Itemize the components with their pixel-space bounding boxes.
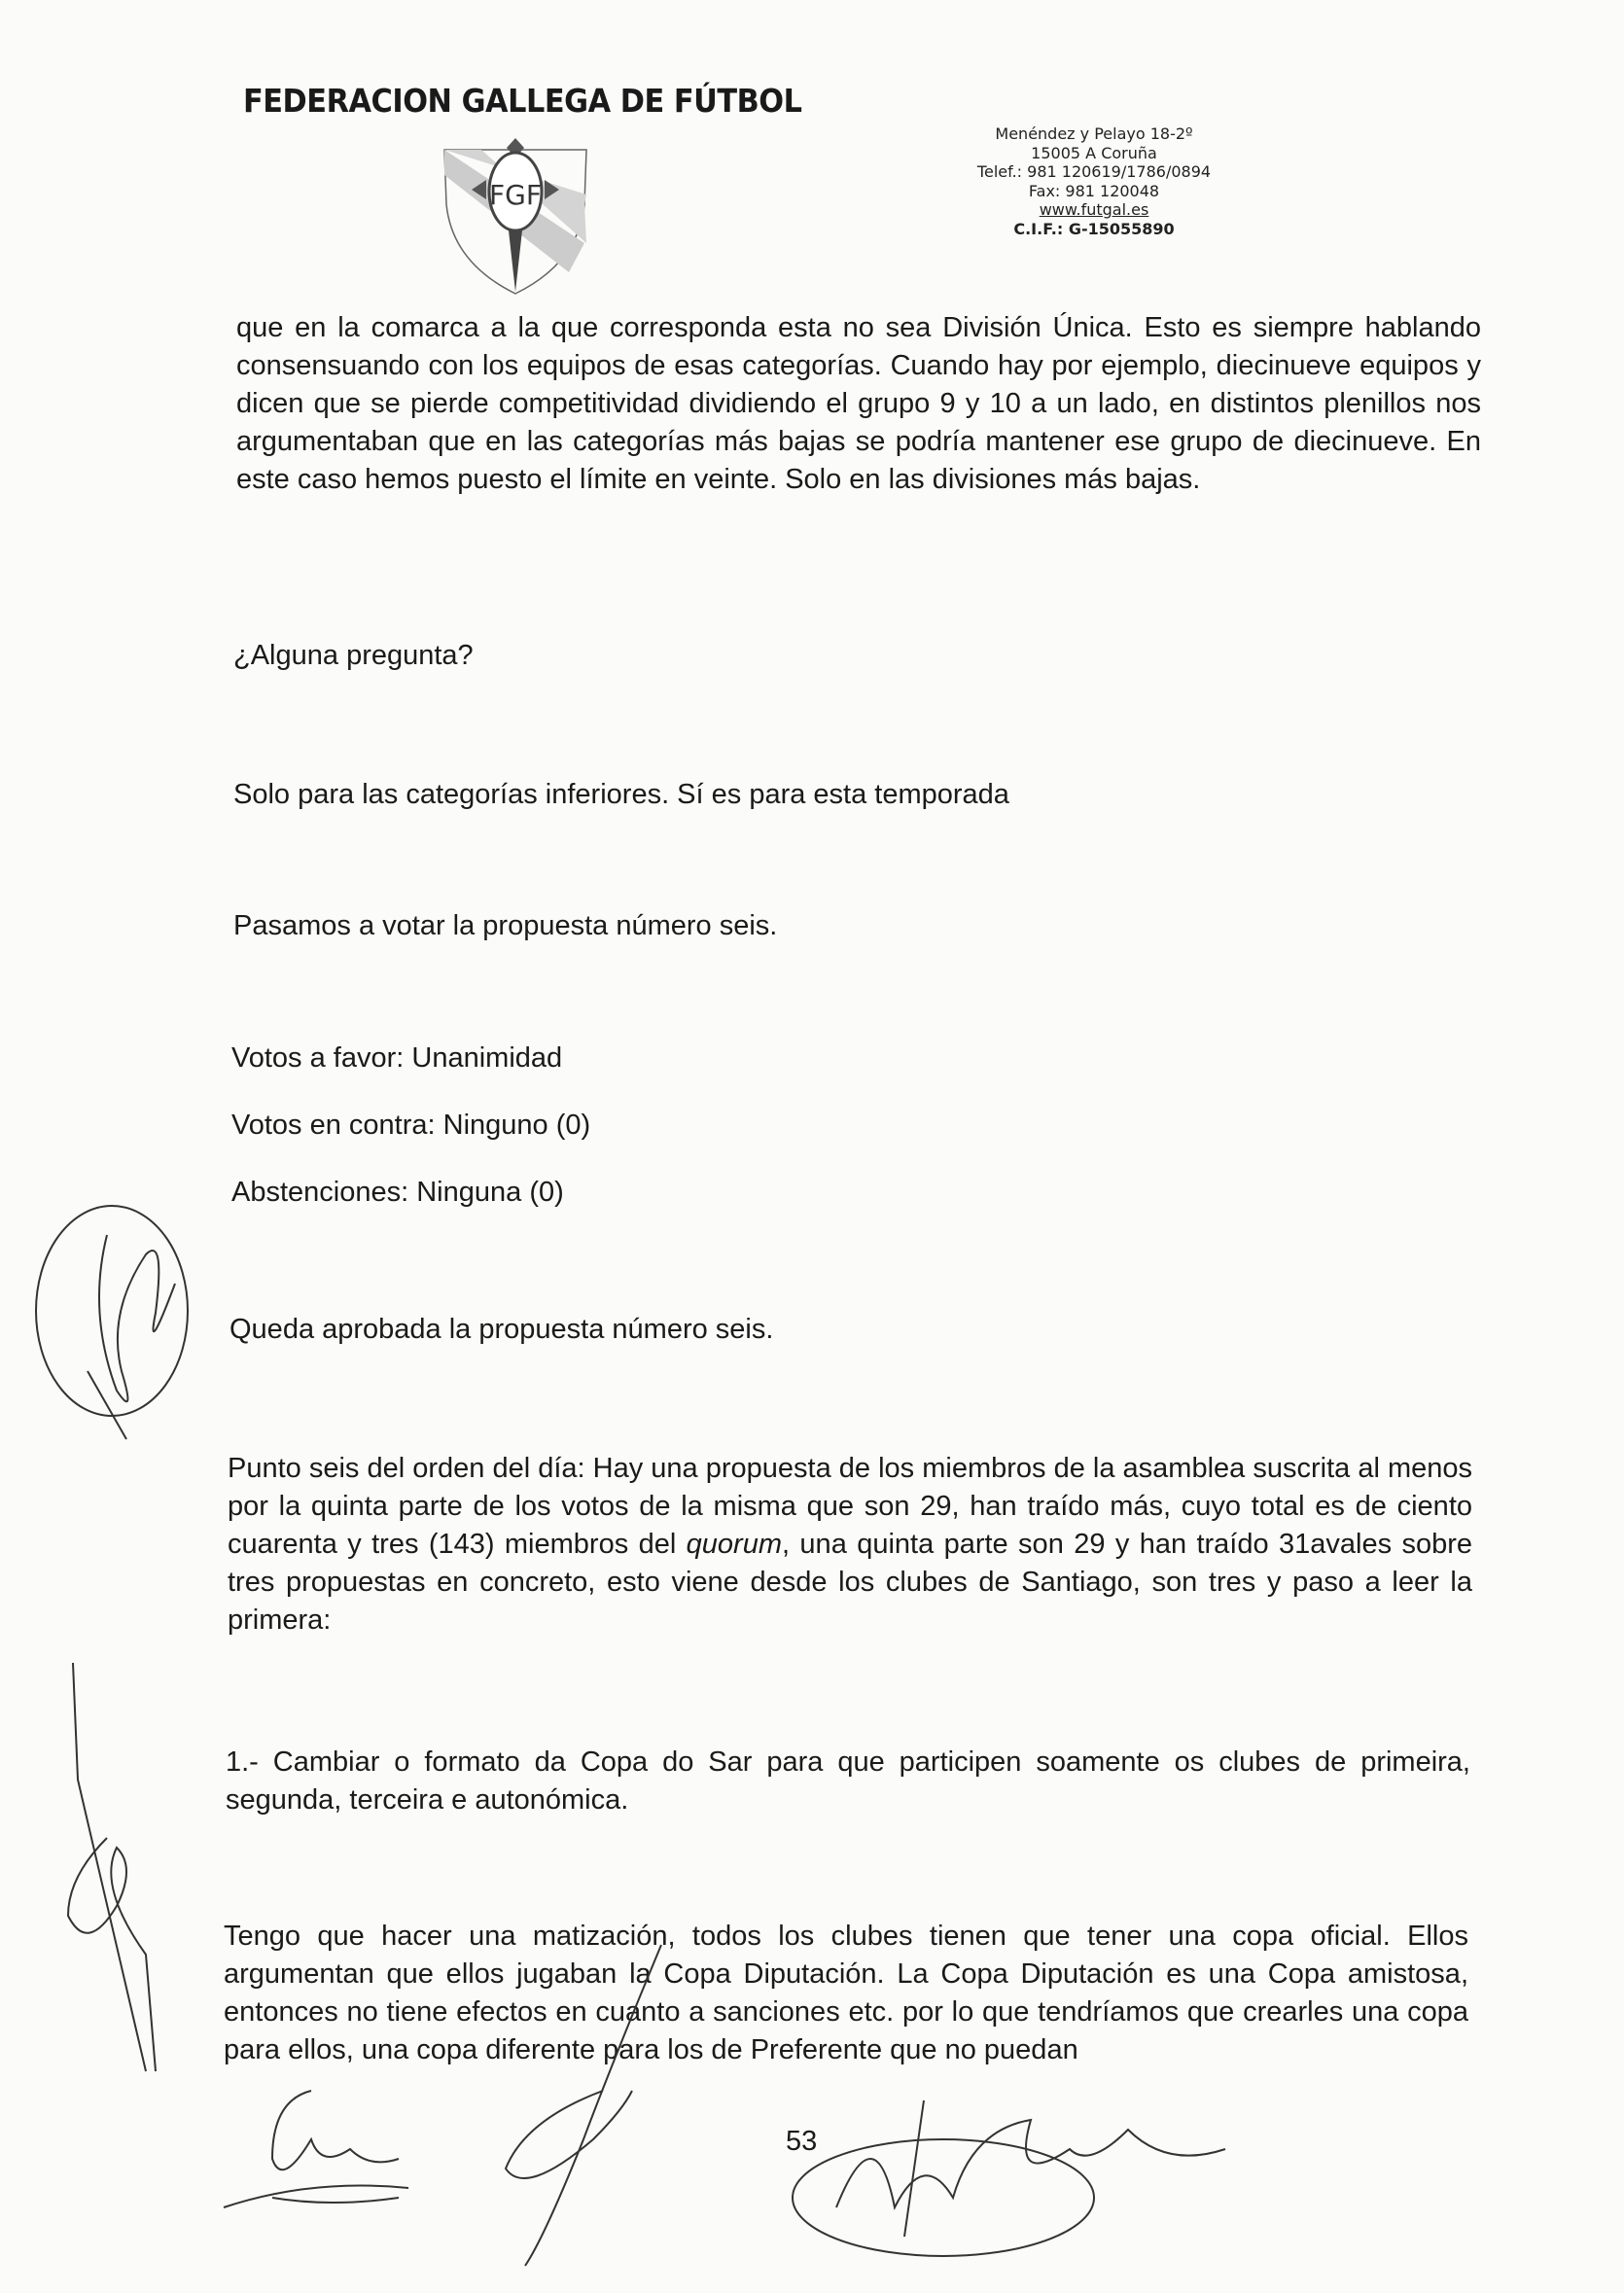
paragraph-punto-seis <box>228 1450 1472 1640</box>
signature-left-margin <box>49 1663 175 2081</box>
signature-bottom-2 <box>486 1945 681 2266</box>
signature-bottom-1 <box>214 2081 418 2217</box>
fgf-logo <box>442 136 588 297</box>
paragraph-vote-call: Pasamos a votar la propuesta número seis. <box>233 910 778 941</box>
svg-text:FGF: FGF <box>489 179 542 211</box>
paragraph-proposal-1: 1.- Cambiar o formato da Copa do Sar para que participen soamente os clubes de primeira, segunda, terceira e autonómica. <box>226 1746 1470 1816</box>
website-link[interactable]: www.futgal.es <box>1039 200 1149 219</box>
punto-seis-text-b: , una quinta parte son 29 y han traído 31avales sobre tres propuestas en concreto, esto viene desde los clubes de Santiago, son tres y paso a leer la primera: <box>228 1529 1473 1636</box>
address-block <box>934 124 1254 238</box>
paragraph-clarification: Tengo que hacer una matización, todos los clubes tienen que tener una copa oficial. Ellos argumentan que ellos jugaban la Copa Diputación. La Copa Diputación es una Copa amistosa, entonces no tiene efectos en cuanto a sanciones etc. por lo que tendríamos que crearles una copa para ellos, una copa diferente para los de Preferente que no puedan <box>224 1921 1468 2065</box>
abstentions: Abstenciones: Ninguna (0) <box>231 1177 564 1208</box>
quorum-italic: quorum <box>686 1529 782 1560</box>
paragraph-question: ¿Alguna pregunta? <box>233 640 474 671</box>
page-number: 53 <box>786 2126 818 2157</box>
signature-stamp-left <box>29 1196 194 1439</box>
address-city: 15005 A Coruña <box>1031 143 1157 162</box>
paragraph-1: que en la comarca a la que corresponda esta no sea División Única. Esto es siempre hablando consensuando con los equipos de esas categorías. Cuando hay por ejemplo, diecinueve equipos y dicen que se pierde competitividad dividiendo el grupo 9 y 10 a un lado, en distintos plenillos nos argumentaban que en las categorías más bajas se podría mantener ese grupo de diecinueve. En este caso hemos puesto el límite en veinte. Solo en las divisiones más bajas. <box>236 312 1481 495</box>
organization-title: FEDERACION GALLEGA DE FÚTBOL <box>243 82 802 120</box>
address-phone: Telef.: 981 120619/1786/0894 <box>976 162 1212 181</box>
address-street: Menéndez y Pelayo 18-2º <box>995 124 1193 143</box>
punto-seis-text-a: Punto seis del orden del día: Hay una propuesta de los miembros de la asamblea suscrita al menos por la quinta parte de los votos de la misma que son 29, han traído más, cuyo total es de ciento cuarenta y tres (143) miembros del <box>228 1453 1472 1560</box>
address-cif: C.I.F.: G-15055890 <box>1013 219 1175 238</box>
paragraph-approved: Queda aprobada la propuesta número seis. <box>229 1314 774 1345</box>
signature-bottom-3 <box>778 2091 1245 2266</box>
votes-for: Votos a favor: Unanimidad <box>231 1042 563 1074</box>
paragraph-answer: Solo para las categorías inferiores. Sí es para esta temporada <box>233 779 1009 810</box>
address-fax: Fax: 981 120048 <box>1028 181 1160 200</box>
votes-against: Votos en contra: Ninguno (0) <box>231 1110 591 1141</box>
